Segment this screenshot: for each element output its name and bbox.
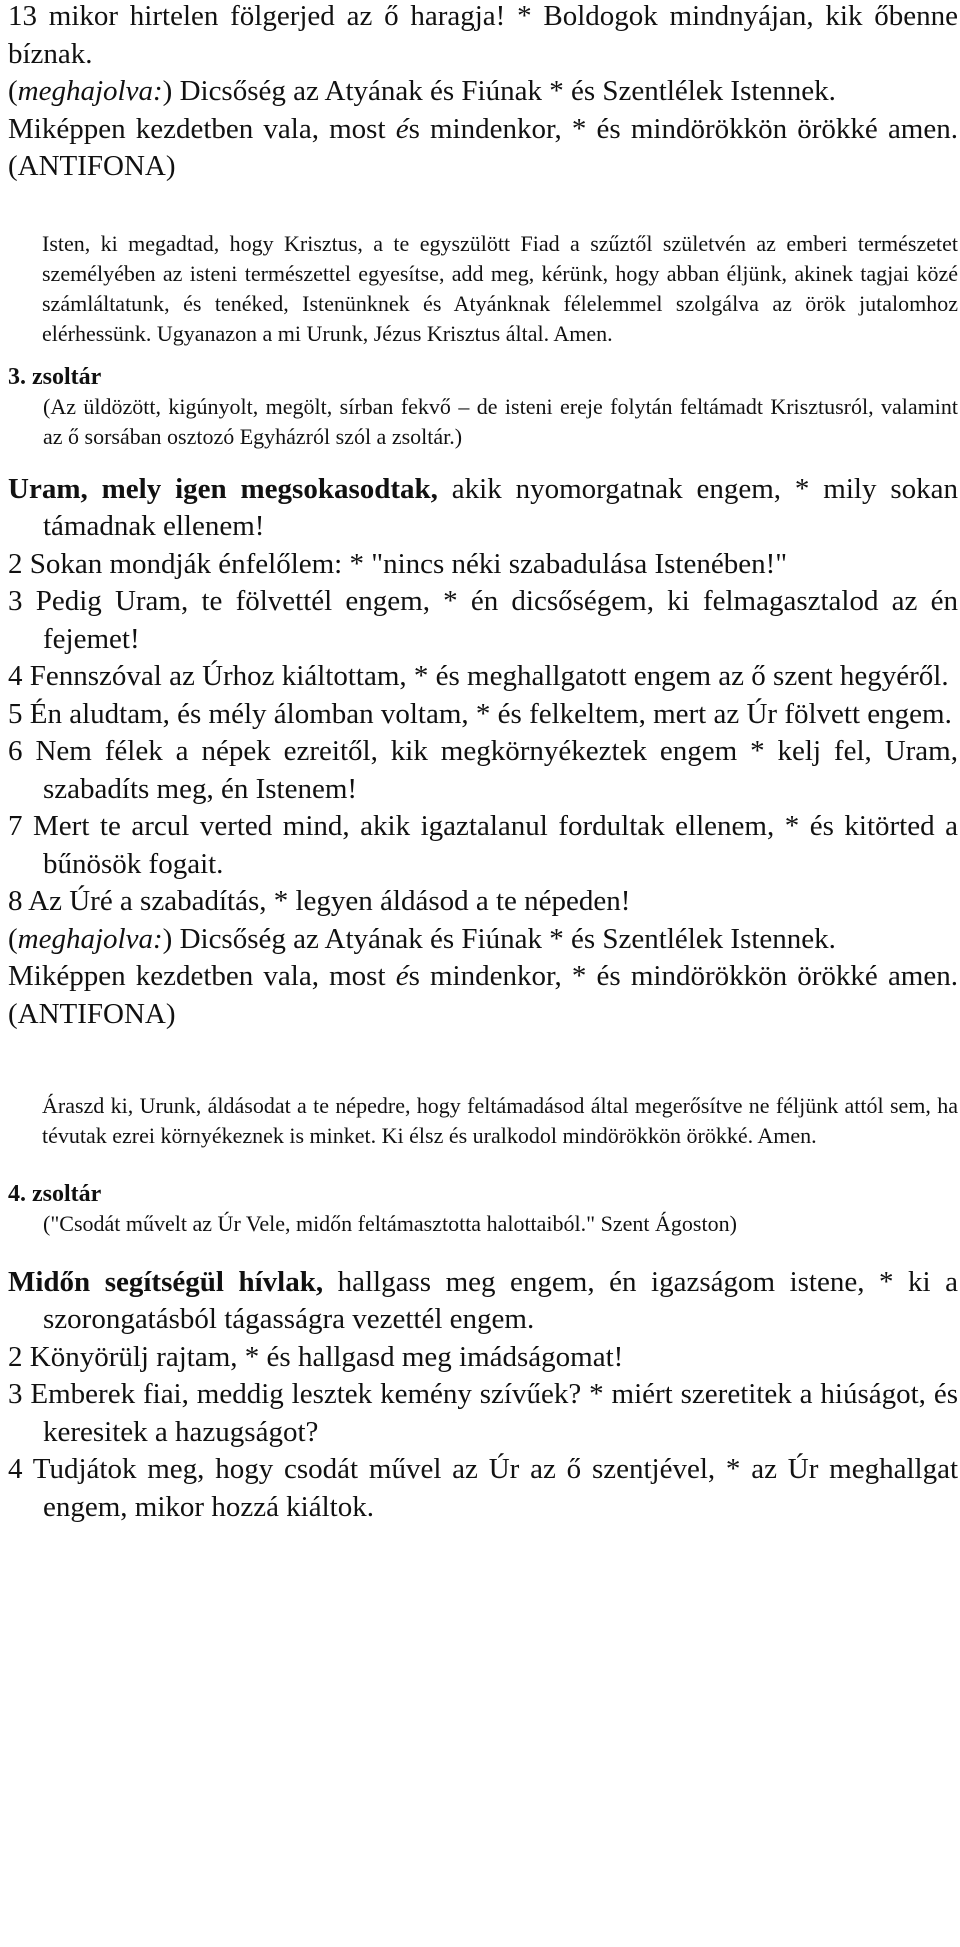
psalm-3-verse-1: Uram, mely igen megsokasodtak, akik nyomorgatnak engem, * mily sokan támadnak ellenem! <box>8 472 958 542</box>
psalm-3-doxology-line-2: Miképpen kezdetben vala, most és mindenkor, * és mindörökkön örökké amen. (ANTIFONA) <box>8 960 958 1030</box>
psalm-3-verse-3: 3 Pedig Uram, te fölvettél engem, * én dicsőségem, ki felmagasztalod az én fejemet! <box>8 585 958 655</box>
psalm-3-verse-7: 7 Mert te arcul verted mind, akik igaztalanul fordultak ellenem, * és kitörted a bűnösök fogait. <box>8 810 958 880</box>
psalm-4-verse-4: 4 Tudjátok meg, hogy csodát művel az Úr az ő szentjével, * az Úr meghallgat engem, mikor hozzá kiáltok. <box>8 1453 958 1523</box>
psalm-3-doxology-rubric: meghajolva: <box>17 922 163 955</box>
psalm-4-verse-2: 2 Könyörülj rajtam, * és hallgasd meg imádságomat! <box>8 1340 624 1373</box>
prayer-1-text: Isten, ki megadtad, hogy Krisztus, a te egyszülött Fiad a szűztől születvén az emberi természetet személyében az isteni természettel egyesítse, add meg, kérünk, hogy abban éljünk, akinek tagjai közé számláltatunk, és tenéked, Istenünknek és Atyánknak félelemmel szolgálva az örök jutalomhoz elérhessünk. Ugyanazon a mi Urunk, Jézus Krisztus által. Amen. <box>42 230 958 346</box>
psalm-3-title: 3. zsoltár <box>8 363 102 390</box>
psalm-3-header <box>8 362 958 453</box>
psalm-4-verses <box>8 1264 958 1527</box>
previous-psalm-ending <box>8 0 958 186</box>
psalm-4-title: 4. zsoltár <box>8 1181 102 1207</box>
psalm-3-doxology-line-1: (meghajolva:) Dicsőség az Atyának és Fiúnak * és Szentlélek Istennek. <box>8 922 836 955</box>
doxology-line-1: (meghajolva:) Dicsőség az Atyának és Fiúnak * és Szentlélek Istennek. <box>8 75 836 107</box>
psalm-4-verse-3: 3 Emberek fiai, meddig lesztek kemény szívűek? * miért szeretitek a hiúságot, és keresitek a hazugságot? <box>8 1378 958 1448</box>
psalm-4-header <box>8 1179 958 1240</box>
psalm-3-verse-8: 8 Az Úré a szabadítás, * legyen áldásod a te népeden! <box>8 885 631 917</box>
psalm-4-verse-1: Midőn segítségül hívlak, hallgass meg engem, én igazságom istene, * ki a szorongatásból tágasságra vezettél engem. <box>8 1265 958 1335</box>
psalm-3-verses <box>8 471 958 1034</box>
psalm-3-verse-4: 4 Fennszóval az Úrhoz kiáltottam, * és meghallgatott engem az ő szent hegyéről. <box>8 660 949 692</box>
psalm-3-incipit: Uram, mely igen megsokasodtak, <box>8 472 438 505</box>
prayer-2-text: Áraszd ki, Urunk, áldásodat a te népedre, hogy feltámadásod által megerősítve ne féljünk attól sem, ha tévutak ezrei környékeznek is minket. Ki élsz és uralkodol mindörökkön örökké. Amen. <box>42 1093 958 1148</box>
psalm-3-verse-2: 2 Sokan mondják énfelőlem: * "nincs néki szabadulása Istenében!" <box>8 547 788 580</box>
psalm-3-verse-6: 6 Nem félek a népek ezreitől, kik megkörnyékeztek engem * kelj fel, Uram, szabadíts meg, én Istenem! <box>8 735 958 805</box>
psalm-3-note: (Az üldözött, kigúnyolt, megölt, sírban fekvő – de isteni ereje folytán feltámadt Krisztusról, valamint az ő sorsában osztozó Egyházról szól a zsoltár.) <box>43 393 958 449</box>
doxology-line-2: Miképpen kezdetben vala, most és mindenkor, * és mindörökkön örökké amen. (ANTIFONA) <box>8 112 958 182</box>
verse-13: 13 mikor hirtelen fölgerjed az ő haragja! * Boldogok mindnyájan, kik őbenne bíznak. <box>8 0 958 70</box>
psalm-4-note: ("Csodát művelt az Úr Vele, midőn feltámasztotta halottaiból." Szent Ágoston) <box>43 1211 737 1236</box>
psalm-4-incipit: Midőn segítségül hívlak, <box>8 1265 324 1298</box>
doxology-rubric: meghajolva: <box>17 75 163 107</box>
prayer-1 <box>8 229 958 349</box>
psalm-3-verse-5: 5 Én aludtam, és mély álomban voltam, * és felkeltem, mert az Úr fölvett engem. <box>8 697 952 730</box>
prayer-2 <box>8 1091 958 1151</box>
document-page <box>8 0 958 1526</box>
